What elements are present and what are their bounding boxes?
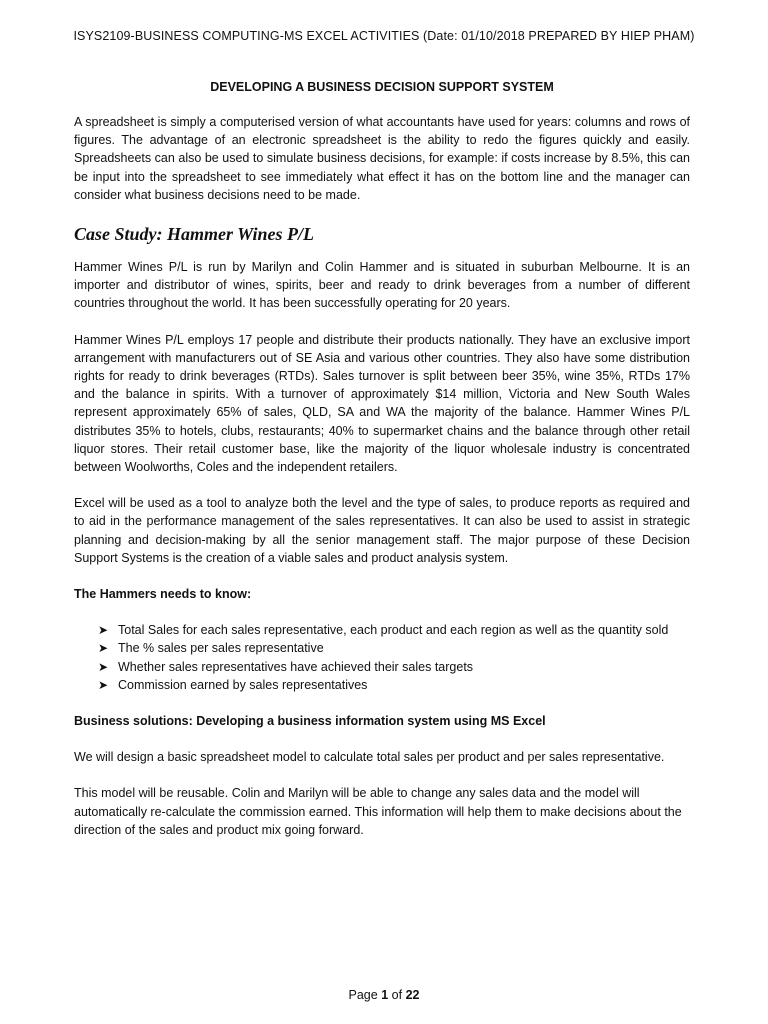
paragraph-excel-purpose: Excel will be used as a tool to analyze both the level and the type of sales, to produce reports as required and to aid in the performance management of the sales representatives. It can also be used to assist in strategic planning and decision-making by all the senior management staff. The major purpose of these Decision Support Systems is the creation of a viable sales and product analysis system. (74, 496, 690, 565)
of-label: of (391, 988, 403, 1002)
list-item (98, 621, 690, 639)
total-pages: 22 (405, 988, 420, 1002)
list-item-text: The % sales per sales representative (118, 641, 324, 656)
list-item-text: Whether sales representatives have achieved their sales targets (118, 659, 474, 674)
needs-heading: The Hammers needs to know: (74, 587, 252, 602)
document-body (74, 80, 690, 839)
arrow-bullet-icon: ➤ (98, 659, 109, 674)
intro-paragraph: A spreadsheet is simply a computerised version of what accountants have used for years: columns and rows of figures. The advantage of an electronic spreadsheet is the ability to redo the figures quickly and easily. Spreadsheets can also be used to simulate business decisions, for example: if costs increase by 8.5%, this can be input into the spreadsheet to see immediately what effect it has on the bottom line and the manager can consider what business decisions need to be made. (74, 115, 690, 202)
paragraph-model-design: We will design a basic spreadsheet model to calculate total sales per product and per sales representative. (74, 750, 665, 765)
case-study-heading: Case Study: Hammer Wines P/L (74, 224, 315, 245)
list-item (98, 658, 690, 676)
paragraph-operations: Hammer Wines P/L employs 17 people and distribute their products nationally. They have an exclusive import arrangement with manufacturers out of SE Asia and various other countries. They also have some distribution rights for ready to drink beverages (RTDs). Sales turnover is split between beer 35%, wine 35%, RTDs 17% and the balance in spirits. With a turnover of approximately $14 million, Victoria and New South Wales represent approximately 65% of sales, QLD, SA and WA the majority of the balance. Hammer Wines P/L distributes 35% to hotels, clubs, restaurants; 40% to supermarket chains and the balance through other retail liquor stores. Their retail customer base, like the majority of the liquor wholesale industry is concentrated between Woolworths, Coles and the independent retailers. (74, 332, 690, 475)
list-item (98, 676, 690, 694)
document-title: DEVELOPING A BUSINESS DECISION SUPPORT SYSTEM (210, 80, 554, 94)
list-item-text: Total Sales for each sales representative, each product and each region as well as the quantity sold (118, 623, 669, 638)
paragraph-model-reuse: This model will be reusable. Colin and Marilyn will be able to change any sales data and the model will automatically re-calculate the commission earned. This information will help them to make decisions about the direction of the sales and product mix going forward. (74, 786, 682, 837)
paragraph-company-overview: Hammer Wines P/L is run by Marilyn and Colin Hammer and is situated in suburban Melbourne. It is an importer and distributor of wines, spirits, beer and ready to drink beverages from a number of different countries throughout the world. It has been successfully operating for 20 years. (74, 260, 690, 311)
arrow-bullet-icon: ➤ (98, 677, 109, 692)
page-label: Page (348, 988, 378, 1002)
list-item (98, 639, 690, 657)
arrow-bullet-icon: ➤ (98, 623, 109, 638)
arrow-bullet-icon: ➤ (98, 641, 109, 656)
list-item-text: Commission earned by sales representatives (118, 677, 368, 692)
needs-list (74, 621, 690, 694)
page-header: ISYS2109-BUSINESS COMPUTING-MS EXCEL ACTIVITIES (Date: 01/10/2018 PREPARED BY HIEP PHAM) (73, 29, 695, 43)
page-number: 1 (381, 988, 389, 1002)
solutions-heading: Business solutions: Developing a business information system using MS Excel (74, 714, 546, 729)
page-footer (0, 988, 768, 1002)
